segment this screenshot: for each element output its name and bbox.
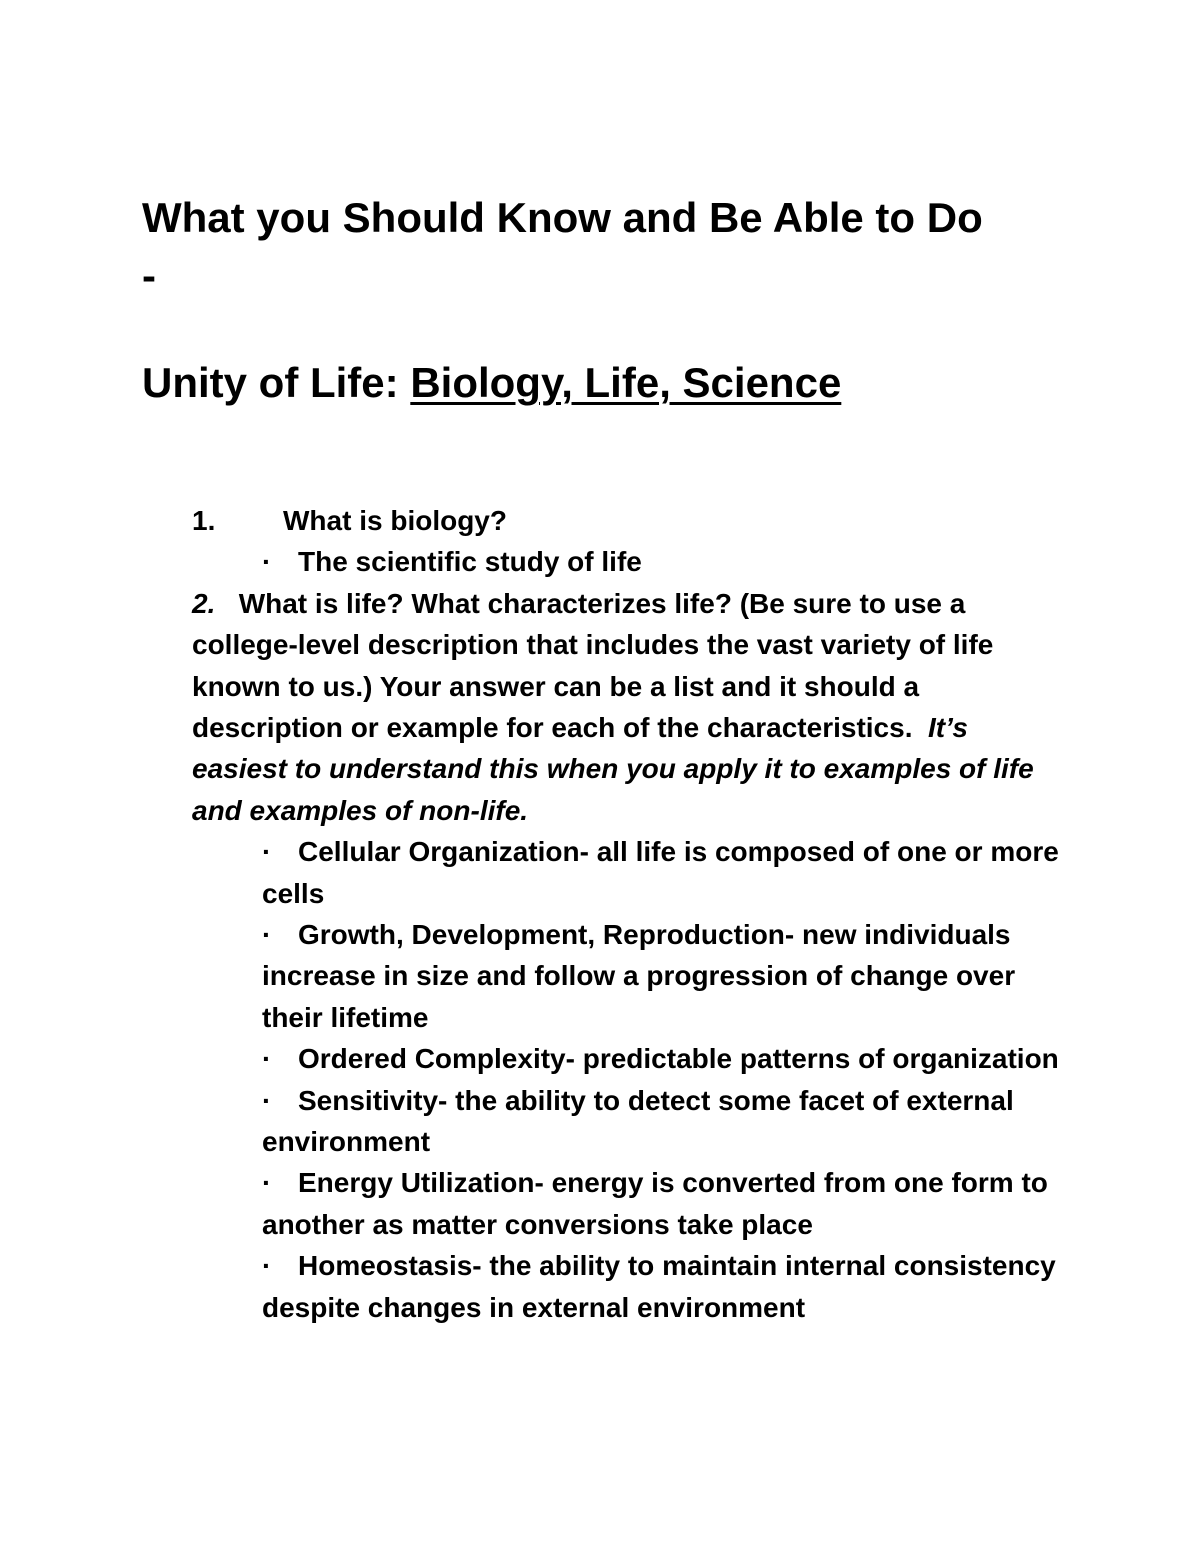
section-heading: [142, 355, 1072, 411]
answer-text: Energy Utilization- energy is converted from one form to another as matter conversions take place: [262, 1167, 1048, 1240]
answer-bullet: [192, 541, 1062, 582]
question-2-emphasis: It’s easiest to understand this when you apply it to examples of life and examples of non-life.: [192, 712, 1034, 826]
section-heading-prefix: Unity of Life:: [142, 359, 411, 406]
answer-text: Homeostasis- the ability to maintain internal consistency despite changes in external environment: [262, 1250, 1056, 1323]
bullet-marker: ·: [262, 836, 272, 868]
question-1-text: What is biology?: [283, 505, 507, 536]
question-list: [192, 500, 1062, 1328]
document-title: [142, 189, 1072, 305]
answer-bullet: [192, 1162, 1062, 1245]
title-line-1: What you Should Know and Be Able to Do: [142, 194, 983, 241]
answer-text: Growth, Development, Reproduction- new individuals increase in size and follow a progression of change over their lifetime: [262, 919, 1016, 1033]
question-2-text: What is life? What characterizes life? (Be sure to use a college-level description that includes the vast variety of life known to us.) Your answer can be a list and it should a description or example for each of the characteristics.: [192, 587, 994, 744]
answer-bullet: [192, 914, 1062, 1038]
answer-bullet: [192, 1038, 1062, 1079]
question-1-number: 1.: [192, 505, 216, 536]
section-heading-topics: Biology, Life, Science: [410, 359, 842, 406]
answer-text: Sensitivity- the ability to detect some facet of external environment: [262, 1084, 1014, 1158]
bullet-marker: ·: [262, 546, 272, 578]
answer-bullet: [192, 1245, 1062, 1328]
question-1: [192, 500, 1062, 541]
question-2-number: 2.: [192, 587, 216, 619]
answer-text: Cellular Organization- all life is composed of one or more cells: [262, 836, 1059, 909]
bullet-marker: ·: [262, 1250, 272, 1282]
question-2: [192, 583, 1062, 831]
answer-bullet: [192, 831, 1062, 914]
bullet-marker: ·: [262, 1084, 272, 1116]
bullet-marker: ·: [262, 919, 272, 951]
answer-text: Ordered Complexity- predictable patterns of organization: [298, 1043, 1059, 1075]
bullet-marker: ·: [262, 1043, 272, 1075]
answer-text: The scientific study of life: [298, 546, 642, 578]
answer-bullet: [192, 1080, 1062, 1163]
bullet-marker: ·: [262, 1167, 272, 1199]
title-line-2: -: [142, 252, 156, 299]
